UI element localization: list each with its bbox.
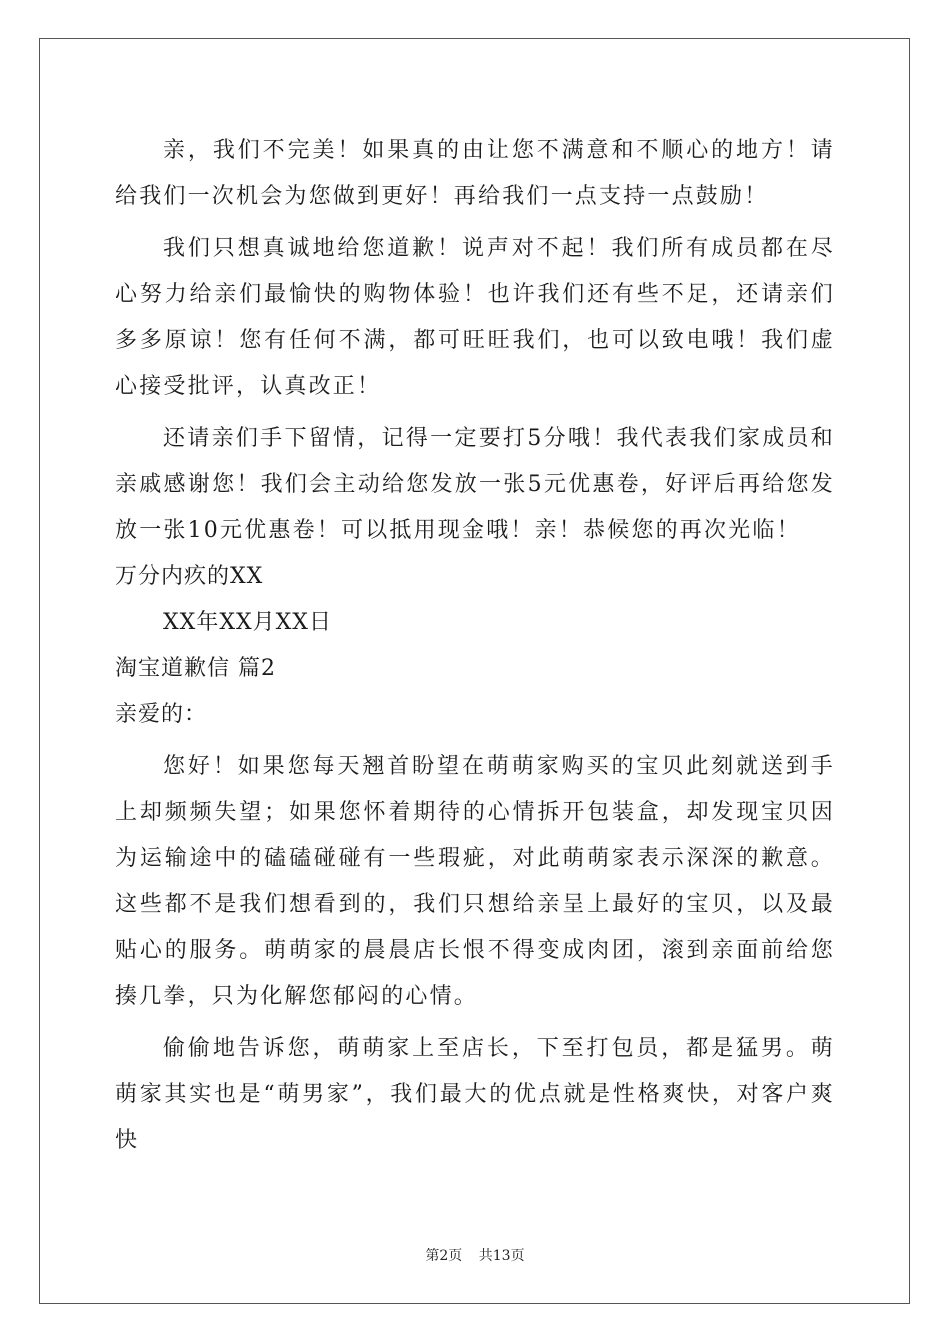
paragraph: 亲，我们不完美！如果真的由让您不满意和不顺心的地方！请给我们一次机会为您做到更好！再给我们一点支持一点鼓励！ [115, 138, 835, 209]
page-number: 第2页 [425, 1248, 463, 1264]
paragraph: 还请亲们手下留情，记得一定要打5分哦！我代表我们家成员和亲戚感谢您！我们会主动给您发放一张5元优惠卷，好评后再给您发放一张10元优惠卷！可以抵用现金哦！亲！恭候您的再次光临！ [115, 426, 835, 543]
salutation: 亲爱的： [115, 702, 208, 727]
paragraph: 偷偷地告诉您，萌萌家上至店长，下至打包员，都是猛男。萌萌家其实也是“萌男家”，我们最大的优点就是性格爽快，对客户爽快 [115, 1036, 835, 1153]
signature: 万分内疚的XX [115, 564, 264, 589]
date-line: XX年XX月XX日 [163, 610, 332, 635]
paragraph: 我们只想真诚地给您道歉！说声对不起！我们所有成员都在尽心努力给亲们最愉快的购物体验！也许我们还有些不足，还请亲们多多原谅！您有任何不满，都可旺旺我们，也可以致电哦！我们虚心接受批评，认真改正！ [115, 236, 835, 399]
page-footer [0, 1245, 950, 1265]
total-pages: 共13页 [478, 1248, 525, 1264]
paragraph: 您好！如果您每天翘首盼望在萌萌家购买的宝贝此刻就送到手上却频频失望；如果您怀着期待的心情拆开包装盒，却发现宝贝因为运输途中的磕磕碰碰有一些瑕疵，对此萌萌家表示深深的歉意。这些都不是我们想看到的，我们只想给亲呈上最好的宝贝，以及最贴心的服务。萌萌家的晨晨店长恨不得变成肉团，滚到亲面前给您揍几拳，只为化解您郁闷的心情。 [115, 754, 835, 1009]
document-body [115, 128, 835, 1164]
section-title: 淘宝道歉信 篇2 [115, 656, 276, 681]
